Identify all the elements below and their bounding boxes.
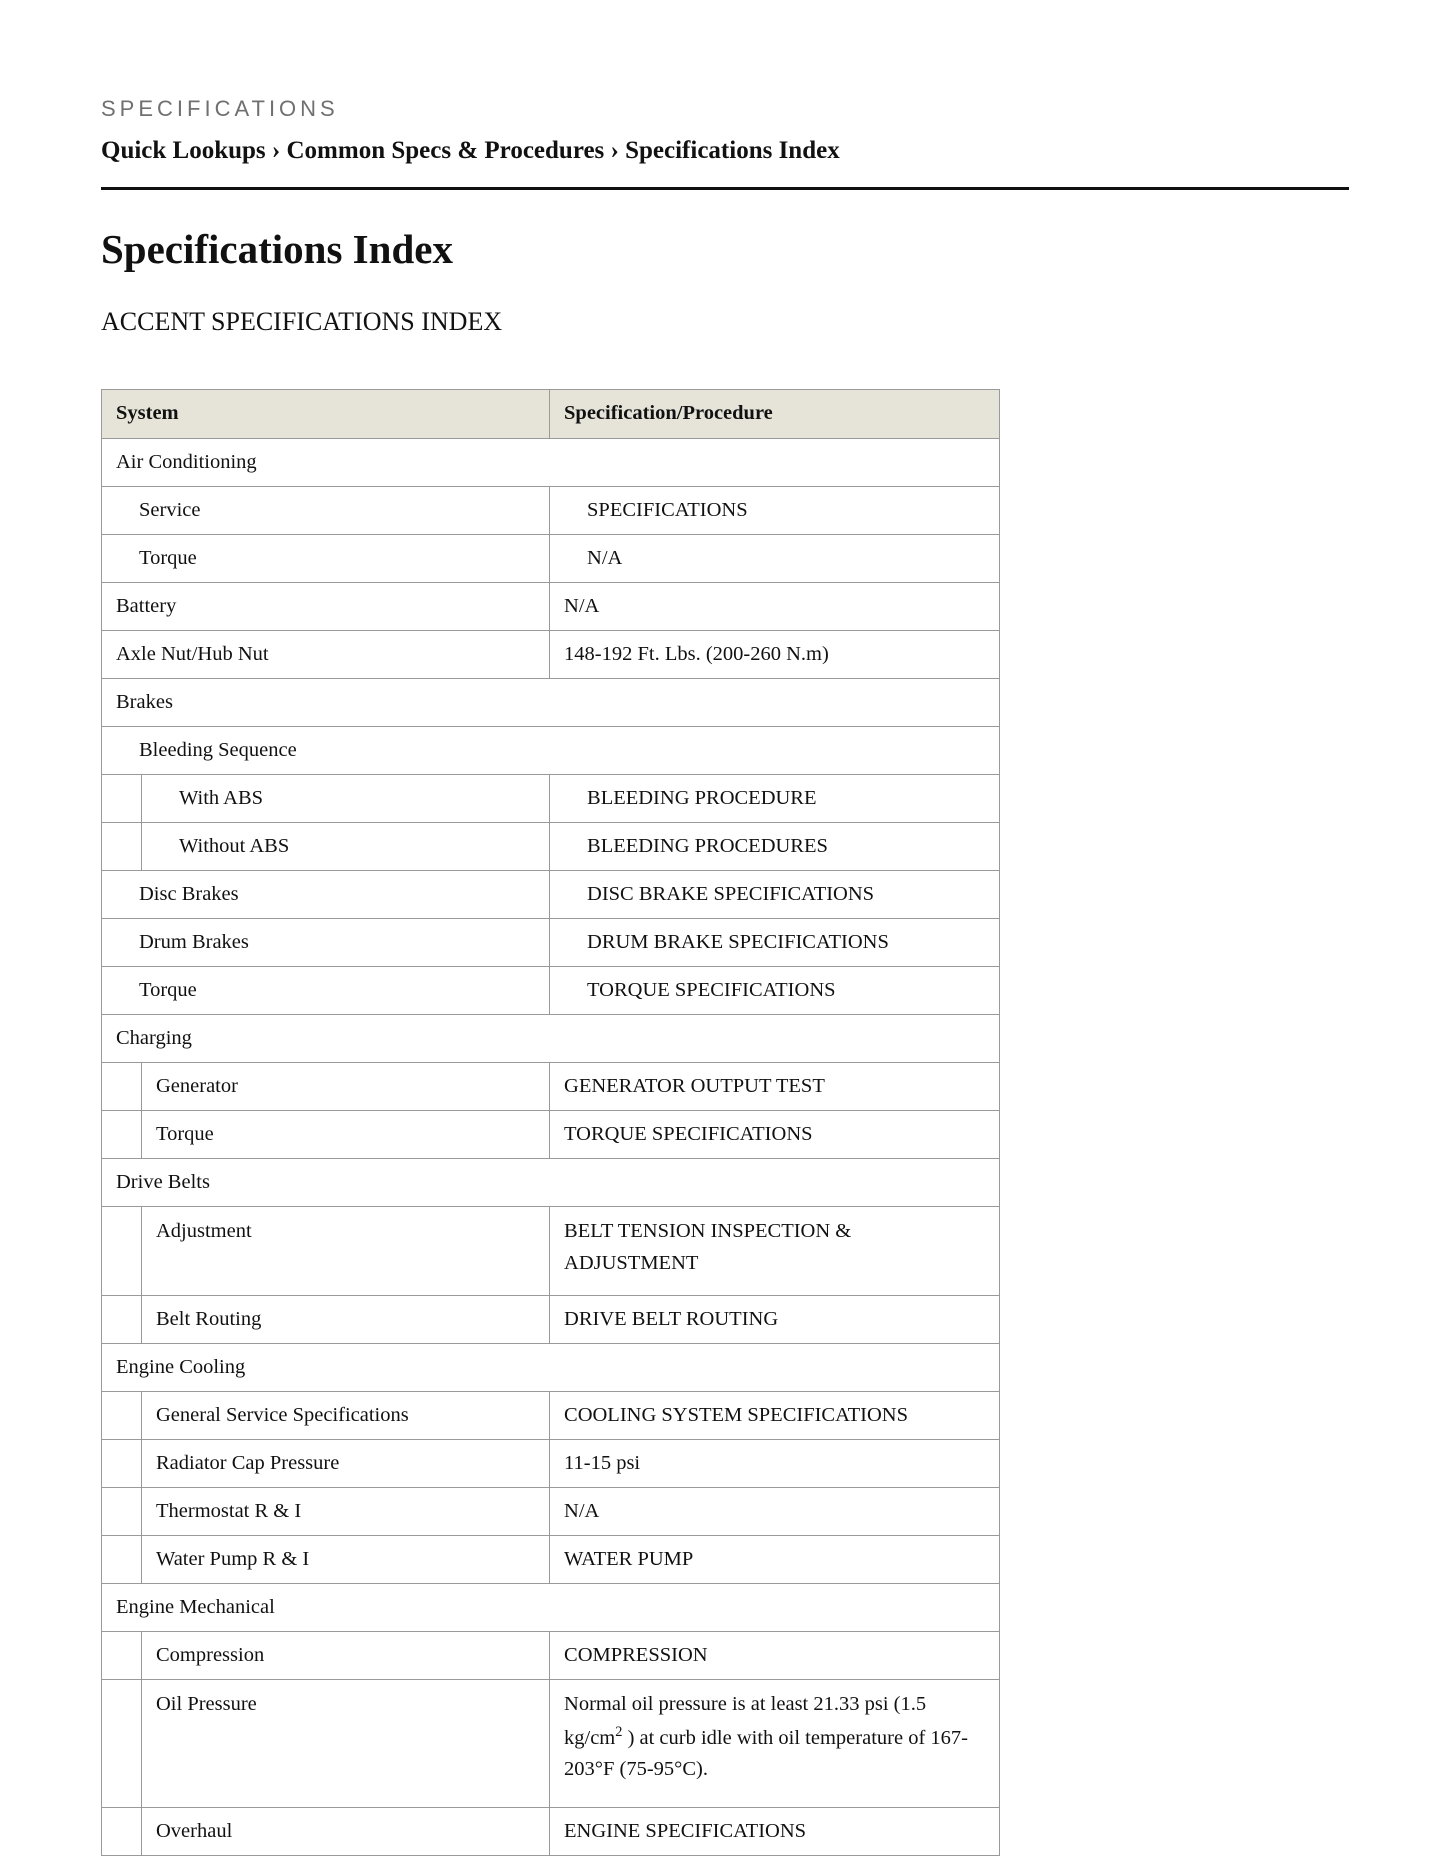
spec-link[interactable]: DRUM BRAKE SPECIFICATIONS: [550, 919, 1000, 967]
table-row: [102, 775, 1000, 823]
table-row: [102, 967, 1000, 1015]
indent-cell: [102, 1808, 142, 1856]
spec-link[interactable]: DISC BRAKE SPECIFICATIONS: [550, 871, 1000, 919]
table-row: [102, 1680, 1000, 1808]
page-subtitle: ACCENT SPECIFICATIONS INDEX: [101, 307, 503, 336]
system-cell: Belt Routing: [142, 1296, 550, 1344]
spec-cell: 11-15 psi: [550, 1440, 1000, 1488]
system-cell: Thermostat R & I: [142, 1488, 550, 1536]
spec-link[interactable]: WATER PUMP: [550, 1536, 1000, 1584]
system-cell: Torque: [142, 1111, 550, 1159]
column-header-spec: Specification/Procedure: [550, 390, 1000, 439]
table-row: [102, 823, 1000, 871]
spec-link[interactable]: GENERATOR OUTPUT TEST: [550, 1063, 1000, 1111]
table-row: [102, 1015, 1000, 1063]
table-header-row: [102, 390, 1000, 439]
system-cell: Disc Brakes: [102, 871, 550, 919]
system-cell: Oil Pressure: [142, 1680, 550, 1808]
spec-cell: [550, 1680, 1000, 1808]
system-cell: General Service Specifications: [142, 1392, 550, 1440]
spec-link[interactable]: TORQUE SPECIFICATIONS: [550, 1111, 1000, 1159]
spec-link[interactable]: BLEEDING PROCEDURES: [550, 823, 1000, 871]
indent-cell: [102, 1392, 142, 1440]
system-cell: Torque: [102, 967, 550, 1015]
table-row: [102, 1063, 1000, 1111]
group-label: Engine Cooling: [102, 1344, 1000, 1392]
table-row: [102, 1632, 1000, 1680]
spec-cell: N/A: [550, 535, 1000, 583]
system-cell: Adjustment: [142, 1207, 550, 1296]
spec-link[interactable]: DRIVE BELT ROUTING: [550, 1296, 1000, 1344]
table-row: [102, 1488, 1000, 1536]
table-row: [102, 727, 1000, 775]
group-label: Engine Mechanical: [102, 1584, 1000, 1632]
spec-link[interactable]: COMPRESSION: [550, 1632, 1000, 1680]
indent-cell: [102, 1296, 142, 1344]
group-label: Brakes: [102, 679, 1000, 727]
system-cell: Radiator Cap Pressure: [142, 1440, 550, 1488]
spec-cell: N/A: [550, 583, 1000, 631]
indent-cell: [102, 1063, 142, 1111]
table-row: [102, 535, 1000, 583]
section-label: SPECIFICATIONS: [101, 96, 339, 121]
table-row: [102, 1111, 1000, 1159]
group-label: Air Conditioning: [102, 439, 1000, 487]
system-cell: Drum Brakes: [102, 919, 550, 967]
table-row: [102, 1207, 1000, 1296]
superscript-2: 2: [615, 1723, 623, 1740]
system-cell: Water Pump R & I: [142, 1536, 550, 1584]
system-cell: Compression: [142, 1632, 550, 1680]
indent-cell: [102, 1207, 142, 1296]
table-row: [102, 1344, 1000, 1392]
table-row: [102, 439, 1000, 487]
indent-cell: [102, 1488, 142, 1536]
spec-link[interactable]: BELT TENSION INSPECTION & ADJUSTMENT: [550, 1207, 1000, 1296]
header-divider: [101, 187, 1349, 190]
oil-pressure-text-a: Normal oil pressure is at least 21.33 psi (1.5 kg/cm: [564, 1693, 927, 1749]
column-header-system: System: [102, 390, 550, 439]
table-row: [102, 631, 1000, 679]
system-cell: Without ABS: [142, 823, 550, 871]
table-row: [102, 1808, 1000, 1856]
table-row: [102, 1159, 1000, 1207]
indent-cell: [102, 1111, 142, 1159]
page-title: Specifications Index: [101, 226, 453, 272]
system-cell: Torque: [102, 535, 550, 583]
oil-pressure-text-b: ) at curb idle with oil temperature of 167-203°F (75-95°C).: [564, 1726, 968, 1781]
specifications-table: [101, 389, 1000, 1856]
spec-link[interactable]: BLEEDING PROCEDURE: [550, 775, 1000, 823]
indent-cell: [102, 1632, 142, 1680]
spec-cell: 148-192 Ft. Lbs. (200-260 N.m): [550, 631, 1000, 679]
spec-cell: N/A: [550, 1488, 1000, 1536]
indent-cell: [102, 1440, 142, 1488]
system-cell: Overhaul: [142, 1808, 550, 1856]
spec-link[interactable]: ENGINE SPECIFICATIONS: [550, 1808, 1000, 1856]
table-row: [102, 583, 1000, 631]
subgroup-label: Bleeding Sequence: [102, 727, 1000, 775]
indent-cell: [102, 1536, 142, 1584]
table-row: [102, 1392, 1000, 1440]
indent-cell: [102, 775, 142, 823]
table-row: [102, 1440, 1000, 1488]
system-cell: With ABS: [142, 775, 550, 823]
system-cell: Battery: [102, 583, 550, 631]
indent-cell: [102, 1680, 142, 1808]
spec-link[interactable]: SPECIFICATIONS: [550, 487, 1000, 535]
spec-link[interactable]: COOLING SYSTEM SPECIFICATIONS: [550, 1392, 1000, 1440]
table-row: [102, 679, 1000, 727]
system-cell: Axle Nut/Hub Nut: [102, 631, 550, 679]
system-cell: Service: [102, 487, 550, 535]
breadcrumb[interactable]: Quick Lookups › Common Specs & Procedures › Specifications Index: [101, 137, 840, 164]
table-row: [102, 1296, 1000, 1344]
table-row: [102, 919, 1000, 967]
group-label: Charging: [102, 1015, 1000, 1063]
indent-cell: [102, 823, 142, 871]
table-row: [102, 487, 1000, 535]
table-row: [102, 871, 1000, 919]
system-cell: Generator: [142, 1063, 550, 1111]
group-label: Drive Belts: [102, 1159, 1000, 1207]
spec-link[interactable]: TORQUE SPECIFICATIONS: [550, 967, 1000, 1015]
table-row: [102, 1536, 1000, 1584]
table-row: [102, 1584, 1000, 1632]
